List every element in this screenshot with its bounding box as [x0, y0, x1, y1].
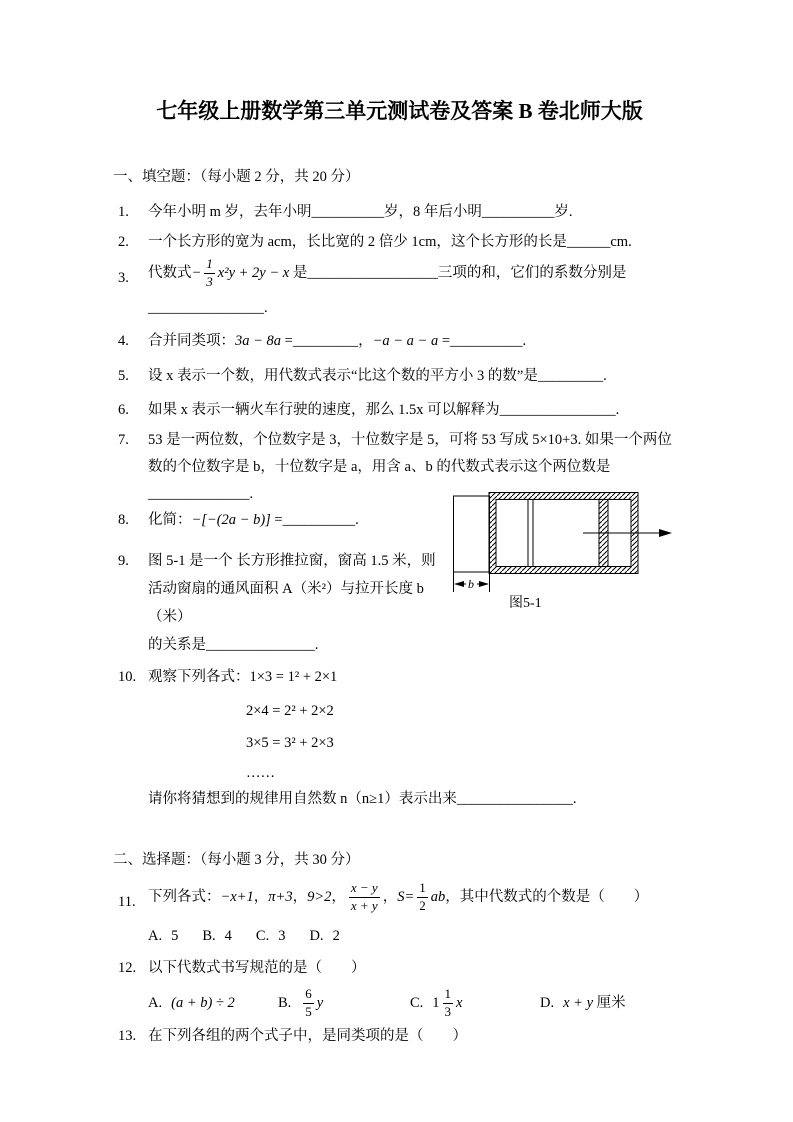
- option-value: 4: [224, 927, 232, 944]
- option-label: B.: [202, 927, 216, 944]
- question-number: 8.: [118, 511, 129, 528]
- option-d: [540, 987, 626, 1020]
- question-number: 7.: [118, 431, 129, 448]
- text-segment: =__________.: [438, 332, 527, 349]
- question-line: 图 5-1 是一个 长方形推拉窗，窗高 1.5 米，则: [148, 552, 436, 569]
- text-segment: 下列各式：: [148, 888, 221, 905]
- question-body: [148, 331, 681, 352]
- question-line: 的关系是_______________.: [148, 636, 319, 653]
- question-1: [118, 202, 681, 223]
- text-segment: 厘米: [593, 994, 626, 1011]
- question-body: [148, 667, 681, 810]
- equation-3: 3×5 = 3² + 2×3: [246, 734, 334, 751]
- option-a: [148, 926, 178, 947]
- figure-caption: 图5-1: [509, 596, 542, 611]
- text-segment: 今年小明 m 岁，去年小明__________岁，8 年后小明__________岁.: [148, 204, 573, 220]
- question-2: [118, 232, 681, 253]
- option-c: [410, 987, 540, 1020]
- question-number: 11.: [118, 893, 136, 910]
- dim-arrow-right-head: [479, 581, 489, 587]
- option-value: 2: [332, 927, 340, 944]
- text-segment: ，: [253, 888, 269, 905]
- options-row: [148, 926, 681, 947]
- option-label: C.: [410, 994, 424, 1011]
- option-value: 3: [278, 927, 286, 944]
- question-4: [118, 331, 681, 352]
- question-5: [118, 366, 681, 387]
- question-line: 活动窗扇的通风面积 A（米²）与拉开长度 b（米）: [148, 580, 424, 625]
- option-value: [300, 987, 323, 1020]
- question-6: [118, 400, 681, 421]
- question-number: 10.: [118, 668, 137, 685]
- math-segment: 1: [432, 994, 440, 1011]
- fraction: $\frac{6}{5}$: [305, 985, 312, 1019]
- fraction: $\frac{1}{3}$: [444, 985, 452, 1019]
- option-label: C.: [255, 927, 270, 944]
- text-segment: 一个长方形的宽为 acm，长比宽的 2 倍少 1cm，这个长方形的长是______cm.: [148, 234, 632, 250]
- text-segment: 53 是一两位数，个位数字是 3，十位数字是 5，可将 53 写成 5×10+3. 如果一个两位数的个位数字是 b，十位数字是 a，用含 a、b 的代数式表示这个两位数是______________.: [148, 431, 672, 502]
- math-segment: S=: [397, 888, 415, 905]
- text-segment: 如果 x 表示一辆火车行驶的速度，那么 1.5x 可以解释为________________.: [148, 401, 620, 418]
- options-row: [148, 987, 681, 1020]
- math-segment: π+3: [268, 888, 293, 905]
- option-b: [278, 987, 410, 1020]
- equation-1: 1×3 = 1² + 2×1: [249, 668, 338, 685]
- ellipsis: ……: [246, 764, 275, 781]
- question-body: [148, 958, 681, 1020]
- option-value: [432, 987, 462, 1020]
- section-choice-heading: 二、选择题：（每小题 3 分，共 30 分）: [113, 851, 360, 868]
- open-sash-rect: [454, 496, 490, 572]
- text-segment: 在下列各组的两个式子中，是同类项的是（ ）: [148, 1027, 467, 1044]
- option-a: [148, 987, 278, 1020]
- question-body: [148, 400, 681, 421]
- question-12: [118, 958, 681, 1020]
- section-fill-heading: 一、填空题：（每小题 2 分，共 20 分）: [113, 169, 360, 185]
- option-label: D.: [540, 994, 555, 1011]
- fraction: $\frac{1}{2}$: [419, 879, 426, 913]
- question-number: 9.: [118, 552, 129, 569]
- math-segment: 9>2: [307, 888, 332, 905]
- question-13: [118, 1026, 681, 1047]
- question-number: 2.: [118, 234, 129, 250]
- math-segment: x²y + 2y − x: [217, 264, 290, 281]
- question-number: 6.: [118, 401, 129, 418]
- text-segment: =_________，: [281, 332, 373, 349]
- fraction: $\frac{1}{3}$: [206, 256, 213, 289]
- math-segment: (a + b) ÷ 2: [171, 994, 235, 1011]
- window-diagram: [452, 486, 674, 612]
- question-number: 3.: [118, 270, 129, 286]
- question-11: [118, 881, 681, 947]
- text-segment: ，其中代数式的个数是（ ）: [445, 888, 649, 905]
- option-label: B.: [278, 994, 292, 1011]
- math-segment: x + y: [563, 994, 594, 1011]
- question-body: [148, 366, 681, 387]
- math-segment: ab: [430, 888, 446, 905]
- question-body: [148, 232, 681, 253]
- question-number: 1.: [118, 204, 129, 220]
- option-label: A.: [148, 927, 163, 944]
- math-segment: 3a − 8a: [235, 332, 282, 349]
- option-label: A.: [148, 994, 163, 1011]
- math-segment: −a − a − a: [372, 332, 439, 349]
- question-number: 5.: [118, 367, 129, 384]
- question-line: [148, 881, 681, 914]
- page-title: 七年级上册数学第三单元测试卷及答案 B 卷北师大版: [156, 99, 643, 123]
- question-line: [148, 667, 681, 688]
- conjecture-line: 请你将猜想到的规律用自然数 n（n≥1）表示出来________________.: [148, 790, 577, 807]
- question-3: [118, 257, 681, 319]
- text-segment: 设 x 表示一个数，用代数式表示“比这个数的平方小 3 的数”是_________.: [148, 367, 607, 384]
- option-c: [256, 926, 286, 947]
- question-body: [148, 1026, 681, 1047]
- question-line: 以下代数式书写规范的是（ ）: [148, 959, 366, 976]
- answer-blank-line: ________________.: [148, 299, 268, 316]
- fraction: $\frac{x - y}{x + y}$: [350, 879, 378, 913]
- question-10: [118, 667, 681, 810]
- question-number: 12.: [118, 959, 137, 976]
- text-segment: ，: [382, 888, 398, 905]
- math-segment: −[−(2a − b)]: [191, 511, 271, 528]
- option-label: D.: [309, 927, 324, 944]
- text-segment: ，: [331, 888, 346, 905]
- question-body: [148, 257, 681, 319]
- pull-arrow-head: [659, 529, 672, 537]
- question-number: 13.: [118, 1027, 137, 1044]
- option-value: [563, 993, 626, 1014]
- math-segment: −x+1: [220, 888, 254, 905]
- question-body: [148, 881, 681, 947]
- dim-arrow-left-head: [454, 581, 464, 587]
- question-body: [148, 202, 681, 223]
- math-segment: y: [316, 994, 324, 1011]
- equation-2: 2×4 = 2² + 2×2: [246, 702, 334, 719]
- question-line: [148, 257, 681, 290]
- text-segment: =__________.: [270, 511, 359, 528]
- option-b: [202, 926, 232, 947]
- dim-label-b: b: [468, 577, 474, 591]
- text-segment: 代数式: [148, 264, 192, 281]
- math-segment: x: [456, 994, 463, 1011]
- window-figure: [452, 486, 674, 619]
- option-value: 5: [171, 927, 179, 944]
- option-value: [171, 993, 235, 1014]
- text-segment: 合并同类项：: [148, 332, 235, 349]
- question-body: [148, 547, 456, 659]
- observe-label: 观察下列各式：: [148, 668, 250, 685]
- text-segment: 化简：: [148, 511, 192, 528]
- text-segment: ，: [292, 888, 308, 905]
- text-segment: 是__________________三项的和，它们的系数分别是: [289, 264, 627, 281]
- question-number: 4.: [118, 332, 129, 349]
- option-d: [309, 926, 339, 947]
- math-segment: −: [191, 264, 202, 281]
